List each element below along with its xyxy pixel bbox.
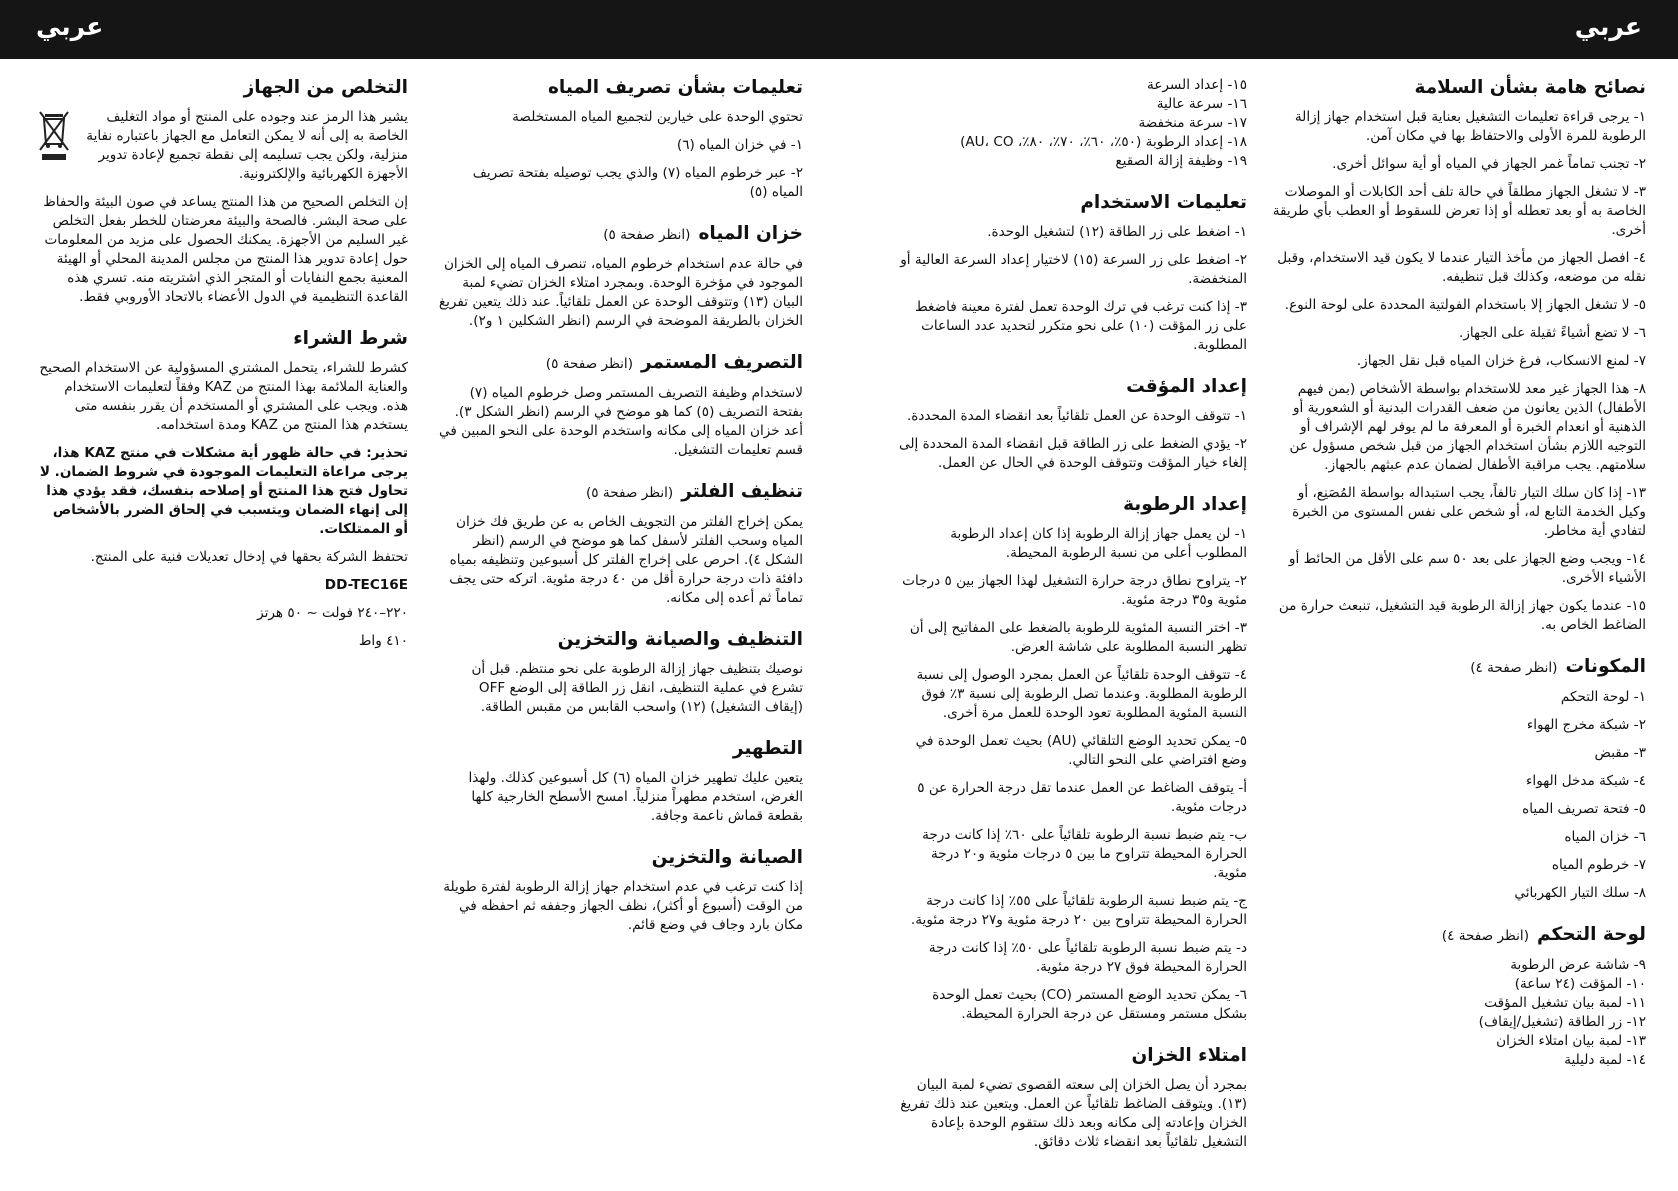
purchase-text: كشرط للشراء، يتحمل المشتري المسؤولية عن الاستخدام الصحيح والعناية الملائمة بهذا المنتج من KAZ وفقاً لتعليمات الاستخدام هذه. ويجب على المشتري أو المستخدم أن يقرر بنفسه متى يستخدم هذا المنتج من KAZ ومدة استخدامه. bbox=[39, 360, 408, 433]
timer-title: إعداد المؤقت bbox=[1126, 376, 1247, 397]
humidity-title: إعداد الرطوبة bbox=[1123, 494, 1247, 515]
cleaning-text: نوصيك بتنظيف جهاز إزالة الرطوبة على نحو منتظم. قبل أن تشرع في عملية التنظيف، انقل زر الطاقة إلى الوضع OFF (إيقاف التشغيل) (١٢) واسحب القابس من مقبس الطاقة. bbox=[471, 661, 803, 715]
usage-section bbox=[895, 191, 1247, 355]
list-item: ٨- هذا الجهاز غير معد للاستخدام بواسطة الأشخاص (بمن فيهم الأطفال) الذين يعانون من ضعف القدرات البدنية أو الشعورية أو الذهنية أو انعدام الخبرة أو المعرفة ما لم يوفر لهم الإشراف أو التوجيه اللازم بشأن استخدام الجهاز من قبل شخص مسؤول عن سلامتهم. يجب مراقبة الأطفال لضمان عدم عبثهم بالجهاز. bbox=[1289, 381, 1646, 473]
list-item: ٢- شبكة مخرج الهواء bbox=[1526, 717, 1646, 733]
list-item: ٥- لا تشغل الجهاز إلا باستخدام الفولتية المحددة على لوحة النوع. bbox=[1284, 297, 1646, 313]
list-item: ١- لوحة التحكم bbox=[1560, 689, 1646, 705]
model-number: DD-TEC16E bbox=[324, 577, 408, 593]
list-item: ١٥- عندما يكون جهاز إزالة الرطوبة قيد التشغيل، تنبعث حرارة من الضاغط الخاص به. bbox=[1278, 598, 1646, 633]
filter-page-ref: (انظر صفحة ٥) bbox=[585, 485, 674, 501]
list-item: ١- تتوقف الوحدة عن العمل تلقائياً بعد انقضاء المدة المحددة. bbox=[906, 408, 1247, 424]
list-item: ١٥- إعداد السرعة bbox=[1147, 77, 1247, 93]
continuous-drain-page-ref: (انظر صفحة ٥) bbox=[545, 356, 634, 372]
sanitize-section bbox=[438, 737, 803, 826]
disposal-section bbox=[36, 76, 408, 307]
list-item: د- يتم ضبط نسبة الرطوبة تلقائياً على ٥٠٪ إذا كانت درجة الحرارة المحيطة فوق ٢٧ درجة مئوية. bbox=[928, 940, 1247, 975]
warning-text: تحذير: في حالة ظهور أية مشكلات في منتج KAZ هذا، يرجى مراعاة التعليمات الموجودة في شروط الضمان. لا تحاول فتح هذا المنتج أو إصلاحه بنفسك، فقد يؤدي هذا إلى إنهاء الضمان ويتسبب في إلحاق الضرر بالأشخاص أو الممتلكات. bbox=[39, 445, 408, 537]
list-item: ١٤- ويجب وضع الجهاز على بعد ٥٠ سم على الأقل من الحائط أو الأشياء الأخرى. bbox=[1288, 551, 1646, 586]
list-item: ١- لن يعمل جهاز إزالة الرطوبة إذا كان إعداد الرطوبة المطلوب أعلى من نسبة الرطوبة المحيطة. bbox=[950, 526, 1247, 561]
sanitize-text: يتعين عليك تطهير خزان المياه (٦) كل أسبوعين كذلك. ولهذا الغرض، استخدم مطهراً منزلياً. امسح الأسطح الخارجية كلها بقطعة قماش ناعمة وجافة. bbox=[468, 770, 803, 824]
water-tank-text: في حالة عدم استخدام خرطوم المياه، تنصرف المياه إلى الخزان الموجود في مؤخرة الوحدة. وبمجرد امتلاء الخزان تضيء لمبة البيان (١٣) وتتوقف الوحدة عن العمل تلقائياً. عند ذلك يتعين تفريغ الخزان بالطريقة الموضحة في الرسم (انظر الشكلين ١ و٢). bbox=[438, 256, 803, 329]
components-page-ref: (انظر صفحة ٤) bbox=[1470, 660, 1558, 676]
list-item: ٢- تجنب تماماً غمر الجهاز في المياه أو أية سوائل أخرى. bbox=[1332, 156, 1646, 172]
power-spec: ٤١٠ واط bbox=[358, 633, 408, 649]
list-item: ٤- شبكة مدخل الهواء bbox=[1526, 773, 1646, 789]
list-item: ١٢- زر الطاقة (تشغيل/إيقاف) bbox=[1478, 1014, 1646, 1030]
filter-text: يمكن إخراج الفلتر من التجويف الخاص به عن طريق فك خزان المياه وسحب الفلتر لأسفل كما هو موضح في الرسم (انظر الشكل ٤). احرص على إخراج الفلتر كل أسبوعين وتنظيفه بمياه دافئة ذات درجة حرارة أقل من ٤٠ درجة مئوية. اتركه حتى يجف تماماً ثم أعده إلى مكانه. bbox=[449, 514, 803, 606]
list-item: ٢- يتراوح نطاق درجة حرارة التشغيل لهذا الجهاز بين ٥ درجات مئوية و٣٥ درجة مئوية. bbox=[902, 573, 1247, 608]
list-item: ٢- اضغط على زر السرعة (١٥) لاختيار إعداد السرعة العالية أو المنخفضة. bbox=[900, 252, 1247, 287]
control-panel-page-ref: (انظر صفحة ٤) bbox=[1441, 928, 1530, 944]
list-item: ١- اضغط على زر الطاقة (١٢) لتشغيل الوحدة. bbox=[987, 224, 1247, 240]
filter-title: تنظيف الفلتر bbox=[681, 481, 803, 502]
list-item: ١٧- سرعة منخفضة bbox=[1138, 115, 1247, 131]
sanitize-title: التطهير bbox=[732, 738, 803, 759]
list-item: ٧- خرطوم المياه bbox=[1551, 857, 1646, 873]
list-item: ٥- فتحة تصريف المياه bbox=[1522, 801, 1646, 817]
list-item: ١٣- لمبة بيان امتلاء الخزان bbox=[1496, 1033, 1646, 1049]
list-item: ٦- لا تضع أشياءً ثقيلة على الجهاز. bbox=[1459, 325, 1646, 341]
list-item: ١٩- وظيفة إزالة الصقيع bbox=[1115, 153, 1247, 169]
disposal-title: التخلص من الجهاز bbox=[243, 77, 408, 98]
weee-notice bbox=[36, 108, 408, 184]
weee-text: يشير هذا الرمز عند وجوده على المنتج أو مواد التغليف الخاصة به إلى أنه لا يمكن التعامل مع الجهاز باعتباره نفاية منزلية، ولكن يجب تسليمه إلى نقطة تجميع لإعادة تدوير الأجهزة الكهربائية والإلكترونية. bbox=[86, 109, 408, 182]
list-item: ٣- لا تشغل الجهاز مطلقاً في حالة تلف أحد الكابلات أو الموصلات الخاصة به أو بعد تعطله أو إذا تعرض للسقوط أو العطب بأي طريقة أخرى. bbox=[1272, 184, 1646, 238]
list-item: ٩- شاشة عرض الرطوبة bbox=[1510, 957, 1646, 973]
list-item: ٣- اختر النسبة المئوية للرطوبة بالضغط على المفاتيح إلى أن تظهر النسبة المطلوبة على شاشة العرض. bbox=[909, 620, 1247, 655]
tank-full-section bbox=[895, 1044, 1247, 1152]
disposal-text: إن التخلص الصحيح من هذا المنتج يساعد في صون البيئة والحفاظ على صحة البشر. فالصحة والبيئة معرضتان للخطر بفعل التخلص غير السليم من الأجهزة. يمكنك الحصول على مزيد من المعلومات حول إعادة تدوير هذا المنتج من مجلس المدينة المحلي أو الهيئة المعنية بجمع النفايات أو المتجر الذي اشتريته منه. تسري هذه القاعدة التنظيمية في الدول الأعضاء بالاتحاد الأوروبي فقط. bbox=[43, 194, 408, 305]
safety-title: نصائح هامة بشأن السلامة bbox=[1414, 77, 1646, 98]
list-item: ج- يتم ضبط نسبة الرطوبة تلقائياً على ٥٥٪ إذا كانت درجة الحرارة المحيطة تتراوح بين ٢٠ درجة مئوية و٢٧ درجة مئوية. bbox=[910, 893, 1247, 928]
list-item: ٢- يؤدي الضغط على زر الطاقة قبل انقضاء المدة المحددة إلى إلغاء خيار المؤقت وتتوقف الوحدة في الحال عن العمل. bbox=[899, 436, 1247, 471]
components-title: المكونات bbox=[1565, 656, 1646, 677]
column-drainage bbox=[438, 76, 803, 955]
voltage-spec: ٢٢٠–٢٤٠ فولت ~ ٥٠ هرتز bbox=[257, 605, 408, 621]
water-tank-title: خزان المياه bbox=[698, 223, 803, 244]
drainage-section bbox=[438, 76, 803, 202]
continuous-drain-text: لاستخدام وظيفة التصريف المستمر وصل خرطوم المياه (٧) بفتحة التصريف (٥) كما هو موضح في الرسم (انظر الشكل ٣). أعد خزان المياه إلى مكانه واستخدم الوحدة على النحو المبين في قسم تعليمات التشغيل. bbox=[439, 385, 803, 458]
safety-section bbox=[1268, 76, 1646, 635]
list-item: ٣- إذا كنت ترغب في ترك الوحدة تعمل لفترة معينة فاضغط على زر المؤقت (١٠) على نحو متكرر لتحديد عدد الساعات المطلوبة. bbox=[915, 299, 1247, 353]
header-bar bbox=[0, 0, 1678, 59]
header-language-left: عربي bbox=[36, 12, 104, 41]
list-item: ٤- تتوقف الوحدة تلقائياً عن العمل بمجرد الوصول إلى نسبة الرطوبة المطلوبة. وعندما تصل الرطوبة إلى نسبة ٣٪ فوق النسبة المئوية المطلوبة تعود الوحدة للعمل مرة أخرى. bbox=[916, 667, 1247, 721]
storage-text: إذا كنت ترغب في عدم استخدام جهاز إزالة الرطوبة لفترة طويلة من الوقت (أسبوع أو أكثر)، نظف الجهاز وجففه ثم احفظه في مكان بارد وجاف في وضع قائم. bbox=[443, 879, 803, 933]
water-tank-section bbox=[438, 222, 803, 331]
storage-title: الصيانة والتخزين bbox=[651, 847, 803, 868]
list-item: ٧- لمنع الانسكاب، فرغ خزان المياه قبل نقل الجهاز. bbox=[1356, 353, 1646, 369]
list-item: ٦- يمكن تحديد الوضع المستمر (CO) بحيث تعمل الوحدة بشكل مستمر ومستقل عن درجة الحرارة المحيطة. bbox=[932, 987, 1247, 1022]
technical-note: تحتفظ الشركة بحقها في إدخال تعديلات فنية على المنتج. bbox=[90, 549, 408, 565]
continuous-drain-section bbox=[438, 351, 803, 460]
list-item: ٨- سلك التيار الكهربائي bbox=[1514, 885, 1646, 901]
list-item: أ- يتوقف الضاغط عن العمل عندما تقل درجة الحرارة عن ٥ درجات مئوية. bbox=[917, 780, 1247, 815]
usage-title: تعليمات الاستخدام bbox=[1080, 192, 1247, 213]
drainage-intro: تحتوي الوحدة على خيارين لتجميع المياه المستخلصة bbox=[512, 109, 803, 125]
list-item: ٦- خزان المياه bbox=[1564, 829, 1646, 845]
list-item: ١١- لمبة بيان تشغيل المؤقت bbox=[1484, 995, 1646, 1011]
list-item: ٣- مقبض bbox=[1594, 745, 1646, 761]
list-item: ١- يرجى قراءة تعليمات التشغيل بعناية قبل استخدام جهاز إزالة الرطوبة للمرة الأولى والاحتفاظ بها في مكان آمن. bbox=[1294, 109, 1646, 144]
control-panel-title: لوحة التحكم bbox=[1537, 924, 1646, 945]
tank-full-text: بمجرد أن يصل الخزان إلى سعته القصوى تضيء لمبة البيان (١٣). ويتوقف الضاغط تلقائياً عن العمل. ويتعين عند ذلك تفريغ الخزان وإعادته إلى مكانه وبعد ذلك ستقوم الوحدة بإعادة التشغيل تلقائياً بعد انقضاء ثلاث دقائق. bbox=[900, 1077, 1247, 1150]
column-usage bbox=[895, 76, 1247, 1172]
cleaning-section bbox=[438, 628, 803, 717]
list-item: ١٦- سرعة عالية bbox=[1156, 96, 1247, 112]
control-panel-section bbox=[1268, 923, 1646, 1070]
cleaning-title: التنظيف والصيانة والتخزين bbox=[557, 629, 803, 650]
components-section bbox=[1268, 655, 1646, 903]
list-item: ١٨- إعداد الرطوبة (٥٠٪، ٦٠٪، ٧٠٪، ٨٠٪، AU، CO) bbox=[960, 134, 1247, 150]
list-item: ٥- يمكن تحديد الوضع التلقائي (AU) بحيث تعمل الوحدة في وضع افتراضي على النحو التالي. bbox=[915, 733, 1247, 768]
purchase-section bbox=[36, 327, 408, 651]
purchase-title: شرط الشراء bbox=[293, 328, 408, 349]
column-safety bbox=[1268, 76, 1646, 1090]
list-item: ١٤- لمبة دليلية bbox=[1564, 1052, 1646, 1068]
crossed-bin-icon bbox=[36, 108, 72, 162]
list-item: ٢- عبر خرطوم المياه (٧) والذي يجب توصيله بفتحة تصريف المياه (٥) bbox=[472, 165, 803, 200]
timer-section bbox=[895, 375, 1247, 473]
filter-section bbox=[438, 480, 803, 608]
water-tank-page-ref: (انظر صفحة ٥) bbox=[603, 227, 691, 243]
drainage-title: تعليمات بشأن تصريف المياه bbox=[547, 77, 803, 98]
header-language-right: عربي bbox=[1574, 12, 1642, 41]
settings-list bbox=[895, 76, 1247, 171]
list-item: ١٣- إذا كان سلك التيار تالفاً، يجب استبداله بواسطة المُصَنِع، أو وكيل الخدمة التابع له، أو شخص على نفس المستوى من الخبرة لتفادي أية مخاطر. bbox=[1292, 485, 1646, 539]
tank-full-title: امتلاء الخزان bbox=[1131, 1045, 1247, 1066]
storage-section bbox=[438, 846, 803, 935]
list-item: ٤- افصل الجهاز من مأخذ التيار عندما لا يكون قيد الاستخدام، وقبل نقله من موضعه، وكذلك قبل تنظيفه. bbox=[1277, 250, 1646, 285]
list-item: ١- في خزان المياه (٦) bbox=[676, 137, 803, 153]
list-item: ١٠- المؤقت (٢٤ ساعة) bbox=[1514, 976, 1646, 992]
continuous-drain-title: التصريف المستمر bbox=[641, 352, 803, 373]
column-disposal bbox=[36, 76, 408, 671]
humidity-section bbox=[895, 493, 1247, 1024]
list-item: ب- يتم ضبط نسبة الرطوبة تلقائياً على ٦٠٪ إذا كانت درجة الحرارة المحيطة تتراوح ما بين ٥ درجات مئوية و٢٠ درجة مئوية. bbox=[922, 827, 1247, 881]
